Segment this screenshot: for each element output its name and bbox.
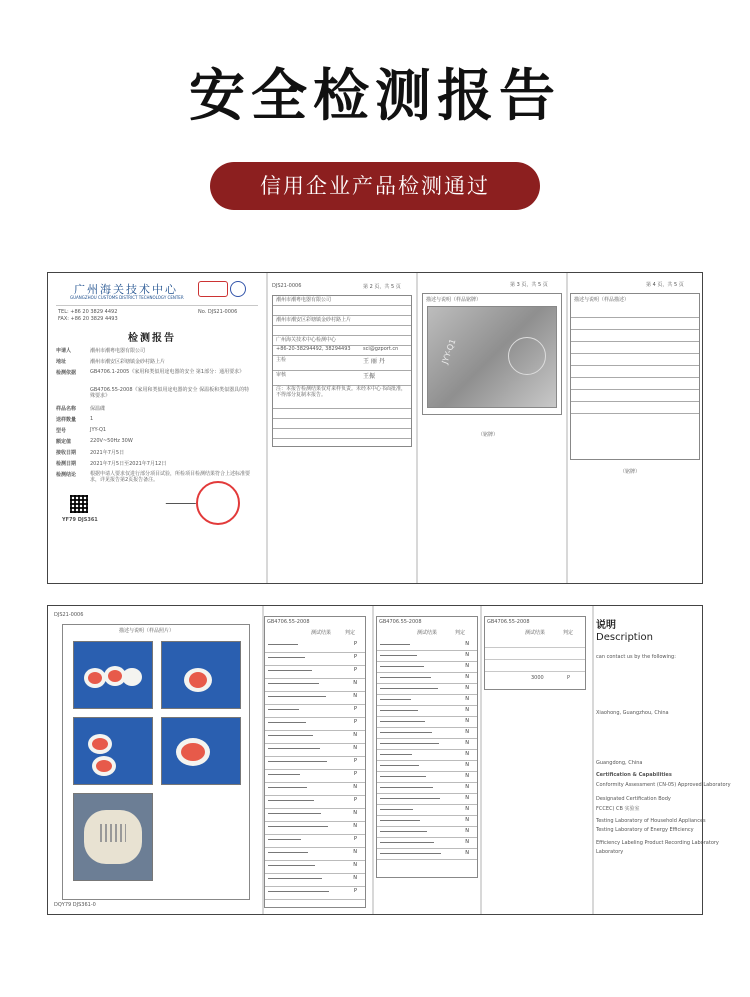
power-test-table [484,616,586,690]
table-row [265,769,365,783]
verdict-cell: N [353,810,357,816]
page-title: 安全检测报告 [189,64,561,129]
clause-text-line [268,722,306,723]
doc-title: 检测报告 [128,333,176,344]
verdict-cell: P [567,675,571,681]
col-result-header: 测试结果 [525,630,546,636]
clause-text-line [268,683,319,684]
clause-text-line [380,831,427,832]
verdict-cell: P [353,719,357,725]
clause-text-line [268,878,322,879]
report-row-1 [47,272,703,584]
field-value: 2021年7月5日 [90,450,125,456]
nameplate-frame [422,293,562,415]
field-value: JYY-Q1 [90,427,107,433]
table-row [265,795,365,809]
clause-text-line [380,765,419,766]
verdict-cell: N [465,663,469,669]
verdict-cell: N [465,773,469,779]
standard-code: GB4706.55-2008 [267,619,310,625]
table-row [377,848,477,860]
report-row-2 [47,605,731,915]
test-table-page-c [482,606,592,914]
verdict-cell: N [465,806,469,812]
desc-line: Certification & Capabilities [596,772,672,778]
verdict-cell: N [353,875,357,881]
verdict-cell: N [465,795,469,801]
verdict-cell: P [353,758,357,764]
nameplate-photo [427,306,557,408]
measured-value: 3000 [531,675,544,681]
verdict-cell: N [465,641,469,647]
subtitle-badge: 信用企业产品检测通过 [210,162,540,210]
table-row [265,678,365,692]
field-value: 潮州市潮安区彩塘镇金砂村路上片 [90,359,166,365]
verdict-cell: N [353,732,357,738]
clause-text-line [268,748,320,749]
section-title: 描述与说明（样品描述） [574,297,630,303]
photo-caption: （铭牌） [478,432,499,438]
report-fields [56,347,256,491]
report-note: 注：本报告检测结果仅对来样负责。未经本中心书面批准，不得部分复制本报告。 [276,386,407,398]
table-row [265,691,365,705]
table-row [265,873,365,887]
description-page-en [594,606,731,914]
verdict-cell: N [465,707,469,713]
report-number: YF79 DJS361 [62,517,98,523]
verdict-cell: N [353,680,357,686]
test-table-page-a [264,606,372,914]
verdict-cell: N [353,745,357,751]
field-label: 接收日期 [56,450,77,456]
field-value: 根据申请人要求仅进行部分项目试验，所检项目检测结果符合上述标准要求，详见报告第2页报告备注。 [90,471,251,483]
table-row [265,665,365,679]
table-row [265,860,365,874]
verdict-cell: P [353,667,357,673]
table-row [265,743,365,757]
field-value: GB4706.1-2005《家用和类似用途电器的安全 第1部分：通用要求》 [90,369,245,375]
table-row [265,834,365,848]
photo-table [62,624,250,900]
table-row [265,886,365,900]
verdict-cell: P [353,641,357,647]
company-name: 潮州市潮粤电器有限公司 [276,297,332,303]
page-label: 第 4 页，共 5 页 [646,282,684,288]
clause-text-line [380,732,432,733]
verdict-cell: N [353,693,357,699]
clause-text-line [268,813,321,814]
reviewer-signature: 王振 [363,373,376,380]
description-heading-en: Description [596,632,653,643]
clause-text-line [268,891,329,892]
col-verdict-header: 判定 [455,630,466,636]
clause-text-line [380,798,440,799]
clause-text-line [268,709,299,710]
company-address: 潮州市潮安区彩塘镇金砂村路上片 [276,317,352,323]
clause-text-line [268,735,313,736]
field-label: 检测结论 [56,472,77,478]
table-row [265,808,365,822]
verdict-cell: N [465,696,469,702]
verdict-cell: N [465,784,469,790]
clause-text-line [268,657,305,658]
clause-text-line [268,800,314,801]
col-result-header: 测试结果 [311,630,332,636]
table-row [265,704,365,718]
table-row [265,821,365,835]
verdict-cell: P [353,888,357,894]
verdict-cell: P [353,771,357,777]
verdict-cell: N [353,823,357,829]
verdict-cell: N [465,729,469,735]
field-label: 地址 [56,359,67,365]
product-photo-1[interactable] [73,641,153,709]
vent-grid-icon [100,824,126,842]
clause-text-line [268,787,307,788]
cert-logo-icon-2 [230,281,246,297]
clause-text-line [268,865,315,866]
test-results-table [376,616,478,878]
clause-text-line [268,644,298,645]
official-seal-icon [196,481,240,525]
verdict-cell: P [353,836,357,842]
report-cover-page: 广州海关技术中心 GUANGZHOU CUSTOMS DISTRICT TECHNOLOGY CENTER TEL: +86 20 3829 4492 FAX: +86 20 3829 4493 No. DJS21-0006 检测报告 申请人 潮州市潮粤电器有限公司 地址 潮州市潮安区彩塘镇金砂村路上片 检测依据 GB4706.1-2005《家用和类似用途电器的安全 第1部分：通用要求》 GB4706.55-2008《家用和类似用途电器的安全 保温板和类似器具的特殊要求》 样品名称 保温碟 送样数量 1 型号 JYY-Q1 额定值 220V~50Hz 30W 接收日期 2021年7月5日 检测日期 2021年7月5日至2021年7月12日 检测结论 根据申请人要求仅进行部分项目试验，所检项目检测结果符合上述标准要求，详见报告第2页报告备注。 YF79 DJS361 [48,273,266,583]
page-label: 第 3 页，共 5 页 [510,282,548,288]
nameplate-model: JYY-Q1 [440,337,458,366]
report-page-3 [418,273,566,583]
verdict-cell: N [465,850,469,856]
clause-text-line [380,809,413,810]
desc-line: Xiaohong, Guangzhou, China [596,710,669,716]
field-value: 保温碟 [90,406,106,412]
col-verdict-header: 判定 [563,630,574,636]
desc-line: Testing Laboratory of Household Appliances [596,818,706,824]
clause-text-line [380,754,412,755]
standard-code: GB4706.55-2008 [379,619,422,625]
desc-line: Conformity Assessment (CN-05) Approved Laboratory [596,782,731,788]
field-label: 样品名称 [56,406,77,412]
table-row [265,639,365,653]
clause-text-line [380,677,431,678]
report-page-2: DJS21-0006 第 2 页，共 5 页 潮州市潮粤电器有限公司 潮州市潮安区彩塘镇金砂村路上片 广州海关技术中心检测中心 +86-20-38294492, 38294493 sci@gzport.cn 主检 王 丽 丹 审核 王振 注：本报告检测结果仅对来样负责。未经本中心书面批准，不得部分复制本报告。 [268,273,416,583]
clause-text-line [380,710,418,711]
field-label: 申请人 [56,348,72,354]
field-value: 1 [90,416,94,422]
qr-code-icon [70,495,88,513]
table-row [265,652,365,666]
table-row [265,730,365,744]
field-value: 潮州市潮粤电器有限公司 [90,348,146,354]
clause-text-line [268,826,328,827]
photo-caption: （铭牌） [620,469,641,475]
desc-line: Laboratory [596,849,624,855]
field-label: 送样数量 [56,417,77,423]
test-table-page-b [374,606,480,914]
desc-line: Efficiency Labeling Product Recording Laboratory [596,840,719,846]
lab-name: 广州海关技术中心检测中心 [276,337,337,343]
description-table [570,293,700,460]
page-label: 第 2 页，共 5 页 [363,284,401,290]
desc-line: Designated Certification Body [596,796,671,802]
verdict-cell: N [353,784,357,790]
field-value: GB4706.55-2008《家用和类似用途电器的安全 保温板和类似器具的特殊要求》 [90,387,250,399]
description-heading-cn: 说明 [596,620,616,631]
verdict-cell: N [465,751,469,757]
clause-text-line [380,787,433,788]
table-row [265,847,365,861]
clause-text-line [268,696,326,697]
clause-text-line [268,852,308,853]
report-photo-page: DJS21-0006 描述与说明（样品照片） DQY79 DJS361-0 [48,606,262,914]
field-label: 型号 [56,428,67,434]
clause-text-line [380,820,420,821]
table-row [265,717,365,731]
lab-email: sci@gzport.cn [363,346,399,352]
table-row [265,782,365,796]
tester-signature: 王 丽 丹 [363,358,385,365]
clause-text-line [268,774,300,775]
clause-text-line [380,688,438,689]
desc-line: FCCEC) CB 实验室 [596,806,640,812]
verdict-cell: N [465,685,469,691]
clause-text-line [380,666,424,667]
clause-text-line [380,699,411,700]
field-label: 额定值 [56,439,72,445]
verdict-cell: N [465,740,469,746]
verdict-cell: P [353,706,357,712]
verdict-cell: P [353,654,357,660]
col-result-header: 测试结果 [417,630,438,636]
verdict-cell: N [465,828,469,834]
col-verdict-header: 判定 [345,630,356,636]
field-label: 检测日期 [56,461,77,467]
verdict-cell: N [465,718,469,724]
clause-text-line [380,644,410,645]
section-title: 描述与说明（样品照片） [119,628,175,634]
desc-line: Guangdong, China [596,760,643,766]
center-name-en: GUANGZHOU CUSTOMS DISTRICT TECHNOLOGY CENTER [70,295,184,300]
field-label: 检测依据 [56,370,77,376]
table-row [265,756,365,770]
clause-text-line [380,721,425,722]
clause-text-line [380,743,439,744]
field-value: 2021年7月5日至2021年7月12日 [90,461,167,467]
verdict-cell: N [465,762,469,768]
verdict-cell: N [465,652,469,658]
report-page-4 [568,273,702,583]
product-photo-5[interactable] [73,793,153,881]
product-photo-3[interactable] [73,717,153,785]
center-name: 广州海关技术中心 [74,283,178,296]
verdict-cell: N [465,817,469,823]
product-photo-4[interactable] [161,717,241,785]
info-table: 潮州市潮粤电器有限公司 潮州市潮安区彩塘镇金砂村路上片 广州海关技术中心检测中心 +86-20-38294492, 38294493 sci@gzport.cn 主检 王 丽 丹 审核 王振 注：本报告检测结果仅对来样负责。未经本中心书面批准，不得部分复制本报告。 [272,295,412,447]
photo-page-footer: DQY79 DJS361-0 [54,902,96,908]
desc-line: Testing Laboratory of Energy Efficiency [596,827,694,833]
verdict-cell: N [465,674,469,680]
clause-text-line [380,776,426,777]
verdict-cell: P [353,797,357,803]
clause-text-line [380,853,441,854]
clause-text-line [268,761,327,762]
clause-text-line [380,655,417,656]
lab-phone: +86-20-38294492, 38294493 [276,346,351,352]
cert-logo-icon [198,281,228,297]
product-photo-2[interactable] [161,641,241,709]
clause-text-line [380,842,434,843]
section-title: 描述与说明（样品铭牌） [426,297,482,303]
field-value: 220V~50Hz 30W [90,438,133,444]
clause-text-line [268,839,301,840]
verdict-cell: N [465,839,469,845]
verdict-cell: N [353,862,357,868]
standard-code: GB4706.55-2008 [487,619,530,625]
test-results-table [264,616,366,908]
clause-text-line [268,670,312,671]
verdict-cell: N [353,849,357,855]
desc-line: can contact us by the following: [596,654,676,660]
nameplate-circle-icon [508,337,546,375]
